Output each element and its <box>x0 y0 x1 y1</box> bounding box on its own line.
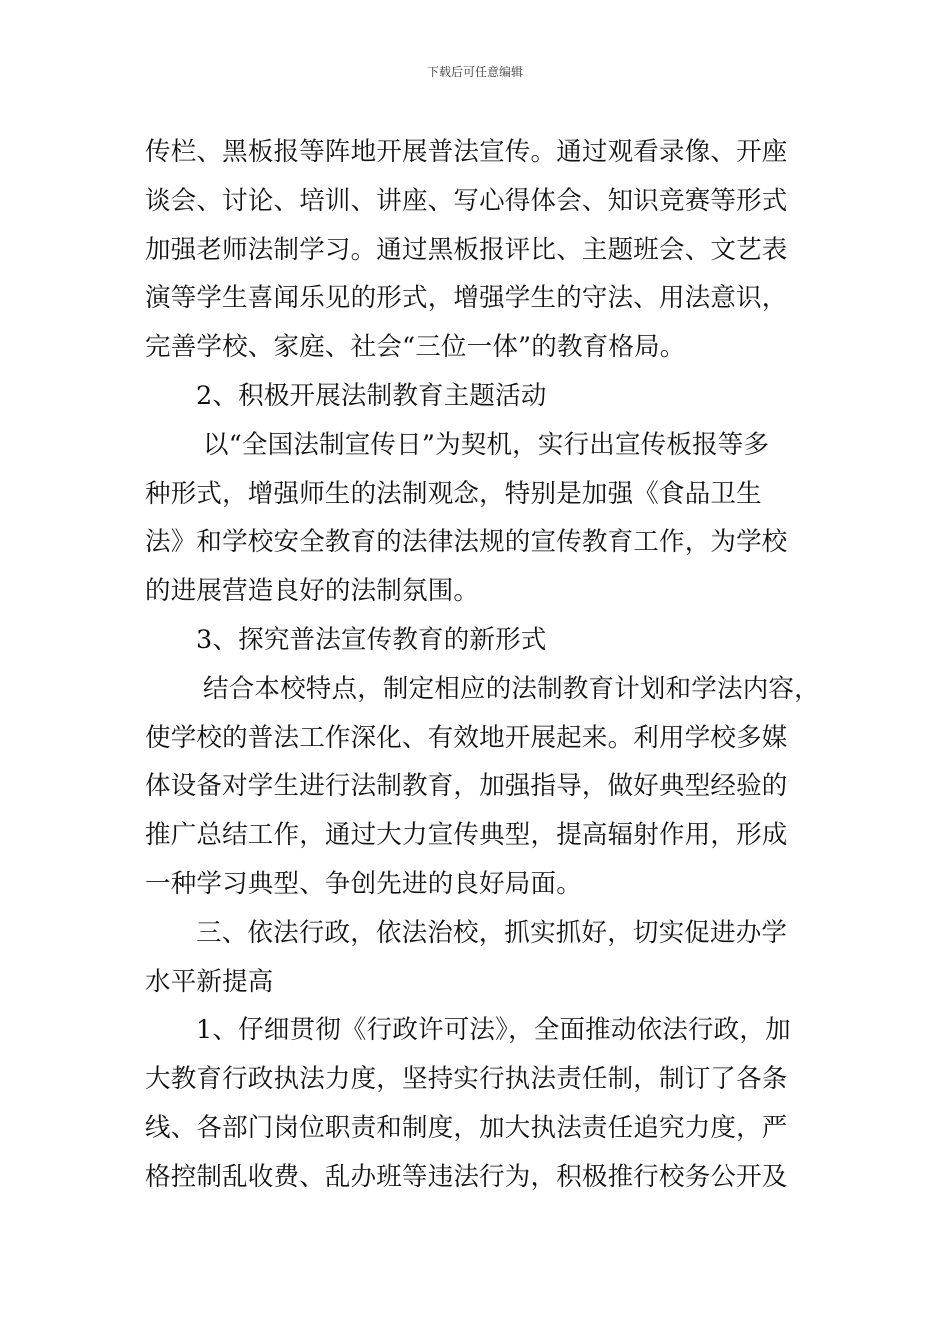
text-line: 使学校的普法工作深化、有效地开展起来。利用学校多媒 <box>145 722 788 753</box>
text-line: 大教育行政执法力度，坚持实行执法责任制，制订了各条 <box>145 1064 788 1095</box>
paragraph-start: 1、仔细贯彻《行政许可法》，全面推动依法行政，加 <box>196 1015 791 1046</box>
paragraph-start: 结合本校特点，制定相应的法制教育计划和学法内容， <box>203 673 820 704</box>
text-line: 种形式，增强师生的法制观念，特别是加强《食品卫生 <box>145 478 762 509</box>
text-line: 完善学校、家庭、社会“三位一体”的教育格局。 <box>145 332 686 363</box>
text-line: 线、各部门岗位职责和制度，加大执法责任追究力度，严 <box>145 1112 788 1143</box>
text-line: 推广总结工作，通过大力宣传典型，提高辐射作用，形成 <box>145 820 788 851</box>
section-heading: 三、依法行政，依法治校，抓实抓好，切实促进办学 <box>196 917 788 948</box>
section-heading: 2、积极开展法制教育主题活动 <box>196 380 547 411</box>
page-header: 下载后可任意编辑 <box>426 65 523 79</box>
text-line: 加强老师法制学习。通过黑板报评比、主题班会、文艺表 <box>145 234 788 265</box>
text-line: 水平新提高 <box>145 966 274 997</box>
paragraph-start: 以“全国法制宣传日”为契机，实行出宣传板报等多 <box>203 429 770 460</box>
text-line: 谈会、讨论、培训、讲座、写心得体会、知识竞赛等形式 <box>145 185 788 216</box>
section-heading: 3、探究普法宣传教育的新形式 <box>196 624 547 655</box>
text-line: 体设备对学生进行法制教育，加强指导，做好典型经验的 <box>145 771 788 802</box>
document-body <box>145 128 835 1202</box>
text-line: 一种学习典型、争创先进的良好局面。 <box>145 868 582 899</box>
text-line: 法》和学校安全教育的法律法规的宣传教育工作，为学校 <box>145 527 788 558</box>
text-line: 演等学生喜闻乐见的形式，增强学生的守法、用法意识， <box>145 283 788 314</box>
text-line: 格控制乱收费、乱办班等违法行为，积极推行校务公开及 <box>145 1161 788 1192</box>
text-line: 传栏、黑板报等阵地开展普法宣传。通过观看录像、开座 <box>145 137 788 167</box>
text-line: 的进展营造良好的法制氛围。 <box>145 576 480 607</box>
